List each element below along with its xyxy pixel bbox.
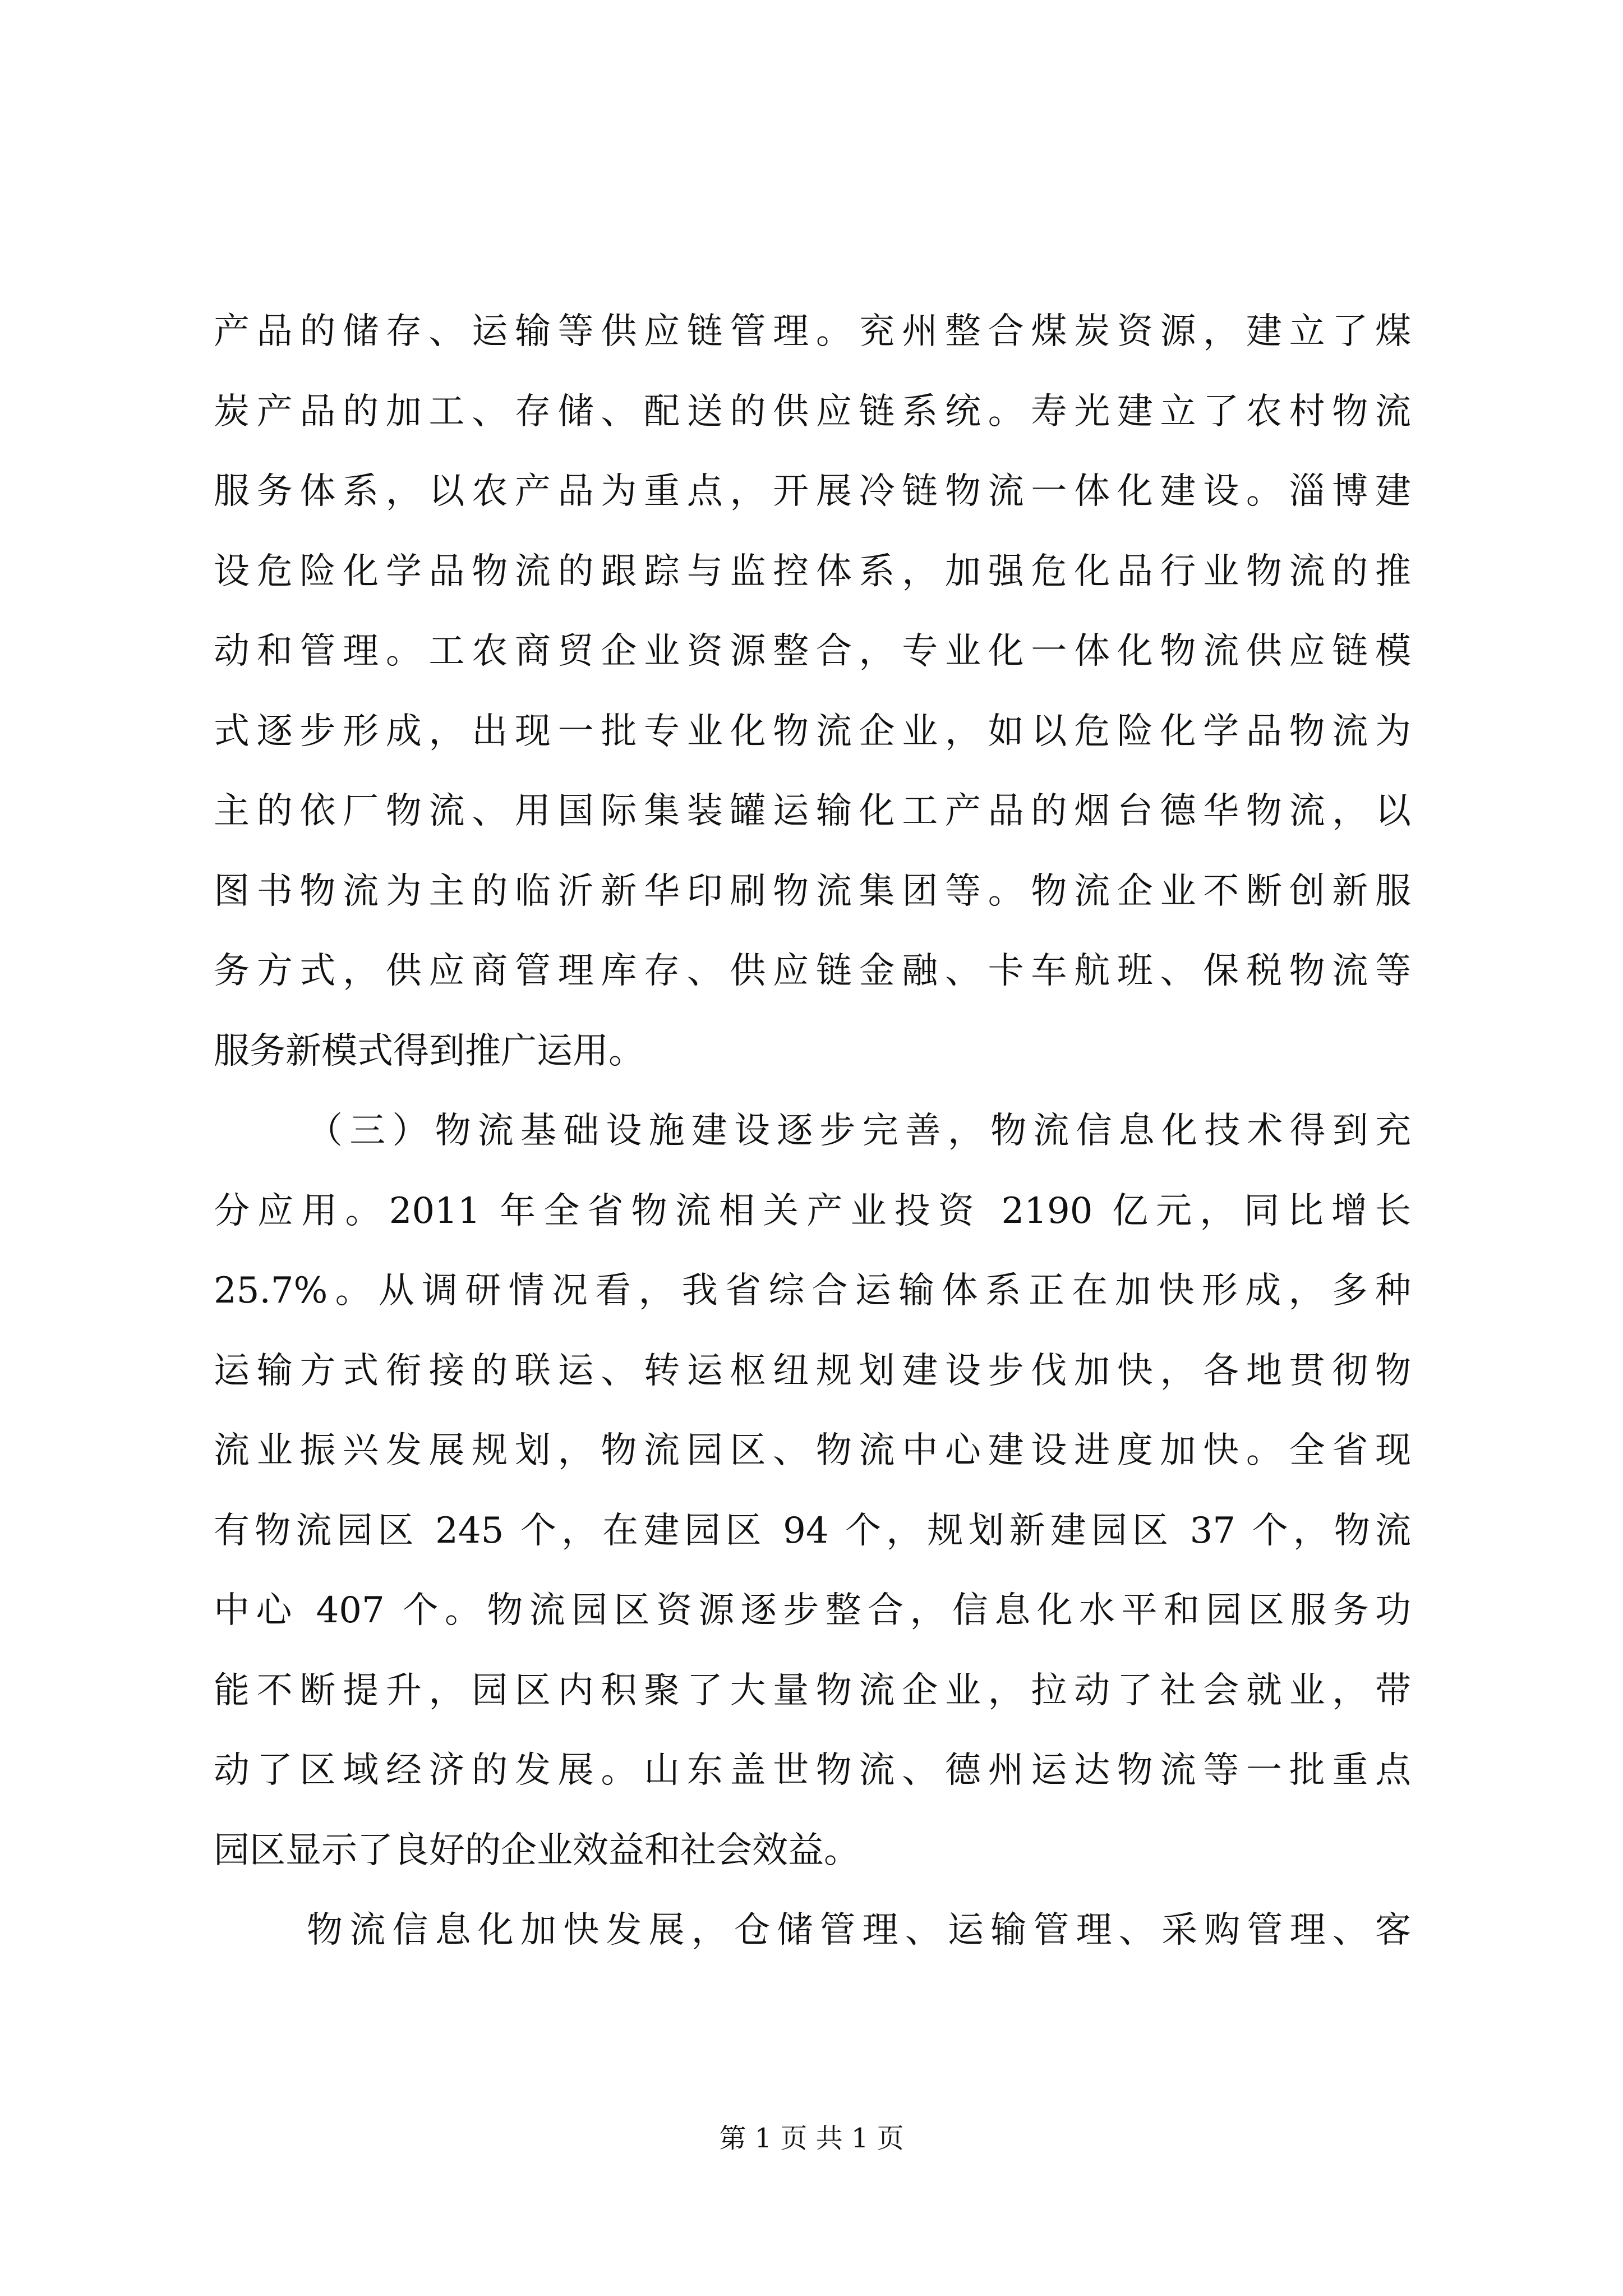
text-line: 务方式，供应商管理库存、供应链金融、卡车航班、保税物流等 xyxy=(214,950,1411,992)
text-line: 25.7%。从调研情况看，我省综合运输体系正在加快形成，多种 xyxy=(214,1270,1411,1312)
body-text xyxy=(214,292,1411,1971)
text-line: 流业振兴发展规划，物流园区、物流中心建设进度加快。全省现 xyxy=(214,1430,1411,1471)
text-line: 中心 407 个。物流园区资源逐步整合，信息化水平和园区服务功 xyxy=(214,1590,1411,1631)
text-line: 设危险化学品物流的跟踪与监控体系，加强危化品行业物流的推 xyxy=(214,550,1411,592)
text-line: 动了区域经济的发展。山东盖世物流、德州运达物流等一批重点 xyxy=(214,1750,1411,1791)
text-line: 园区显示了良好的企业效益和社会效益。 xyxy=(214,1829,860,1871)
paragraph-start-line: 物流信息化加快发展，仓储管理、运输管理、采购管理、客 xyxy=(307,1910,1411,1951)
text-line: 运输方式衔接的联运、转运枢纽规划建设步伐加快，各地贯彻物 xyxy=(214,1350,1411,1392)
text-line: 图书物流为主的临沂新华印刷物流集团等。物流企业不断创新服 xyxy=(214,870,1411,912)
text-line: 分应用。2011 年全省物流相关产业投资 2190 亿元，同比增长 xyxy=(214,1190,1411,1232)
text-line: 服务体系，以农产品为重点，开展冷链物流一体化建设。淄博建 xyxy=(214,471,1411,512)
text-line: 动和管理。工农商贸企业资源整合，专业化一体化物流供应链模 xyxy=(214,631,1411,672)
text-line: 式逐步形成，出现一批专业化物流企业，如以危险化学品物流为 xyxy=(214,710,1411,752)
text-line: 能不断提升，园区内积聚了大量物流企业，拉动了社会就业，带 xyxy=(214,1669,1411,1711)
page-footer: 第 1 页 共 1 页 xyxy=(719,2123,904,2154)
text-line: 产品的储存、运输等供应链管理。兖州整合煤炭资源，建立了煤 xyxy=(214,311,1411,352)
text-line: 炭产品的加工、存储、配送的供应链系统。寿光建立了农村物流 xyxy=(214,390,1411,432)
text-line: 有物流园区 245 个，在建园区 94 个，规划新建园区 37 个，物流 xyxy=(214,1510,1411,1552)
section-heading-line: （三）物流基础设施建设逐步完善，物流信息化技术得到充 xyxy=(307,1110,1411,1152)
text-line: 主的依厂物流、用国际集装罐运输化工产品的烟台德华物流，以 xyxy=(214,790,1411,832)
text-line: 服务新模式得到推广运用。 xyxy=(214,1030,644,1072)
